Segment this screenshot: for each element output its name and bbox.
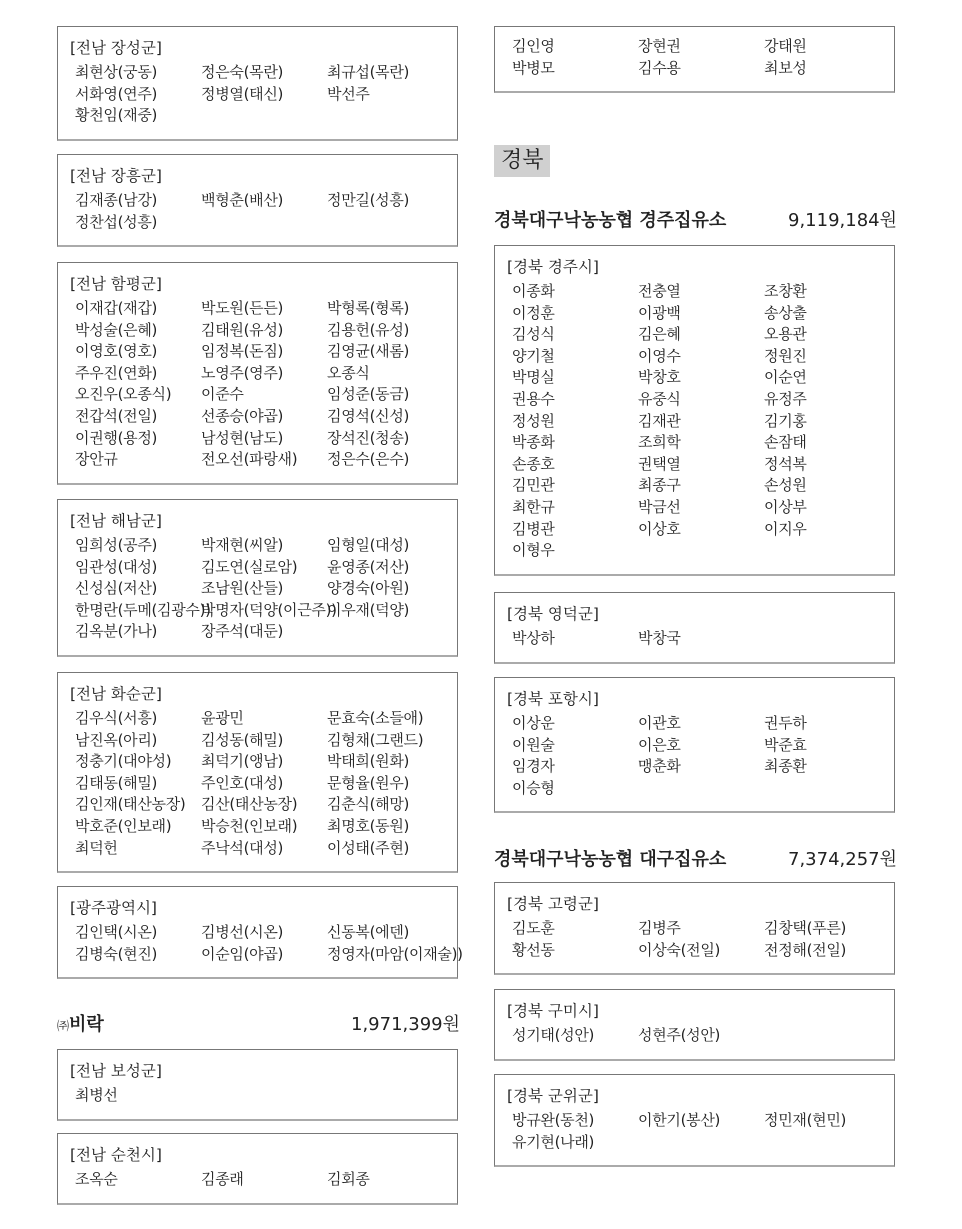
name-entry: 장현권 — [638, 37, 681, 55]
name-entry: 유정주 — [764, 389, 807, 408]
name-entry: 박준효 — [764, 735, 807, 754]
org-heading-daegu-center — [494, 844, 897, 872]
name-entry: 박금선 — [638, 497, 681, 516]
name-entry: 노영주(영주) — [201, 363, 284, 382]
name-entry: 박상하 — [512, 629, 555, 647]
name-entry: 임성준(동금) — [327, 385, 410, 404]
name-entry: 최종환 — [764, 757, 807, 776]
name-entry: 이영수 — [638, 346, 681, 365]
org-name: 경북대구낙농농협 대구집유소 — [494, 849, 727, 870]
name-entry: 전갑석(전일) — [75, 406, 158, 425]
name-entry: 김종래 — [201, 1170, 244, 1188]
name-entry: 박태희(원화) — [327, 752, 410, 771]
name-entry: 남진옥(아리) — [75, 730, 158, 749]
section-tag-gyeongbuk: 경북 — [494, 145, 550, 177]
name-entry: 권용수 — [512, 389, 555, 408]
name-entry: 오종식 — [327, 363, 370, 382]
name-entry: 박승천(인보래) — [201, 816, 298, 835]
name-entry: 박명자(덕양(이근주)) — [201, 600, 337, 619]
name-entry: 임정복(돈짐) — [201, 342, 284, 361]
region-title: [전남 순천시] — [70, 1146, 162, 1164]
name-entry: 이종화 — [512, 282, 555, 300]
name-entry: 양경숙(아원) — [327, 579, 410, 598]
name-list — [58, 190, 457, 233]
name-entry: 박창호 — [638, 368, 681, 387]
region-title: [경북 고령군] — [507, 895, 599, 913]
region-box-gyeongbuk-goryeong — [494, 882, 895, 975]
corp-mark: ㈜ — [57, 1019, 70, 1033]
region-box-gyeongbuk-pohang — [494, 677, 895, 813]
region-title: [경북 영덕군] — [507, 605, 599, 623]
name-entry: 정찬섭(성흥) — [75, 212, 158, 231]
name-entry: 방규완(동천) — [512, 1111, 595, 1129]
name-entry: 장석진(청송) — [327, 428, 410, 447]
name-entry: 최명호(동원) — [327, 816, 410, 835]
name-entry: 한명란(두메(김광수)) — [75, 600, 211, 619]
region-title: [전남 장흥군] — [70, 167, 162, 185]
name-entry: 김병주 — [638, 919, 681, 937]
name-entry: 김옥분(가나) — [75, 622, 158, 641]
name-entry: 윤영종(저산) — [327, 557, 410, 576]
name-list — [495, 628, 894, 650]
name-entry: 황천임(재중) — [75, 106, 158, 125]
name-list — [58, 708, 457, 859]
name-entry: 최보성 — [764, 58, 807, 77]
name-list — [495, 1110, 894, 1153]
name-entry: 신성심(저산) — [75, 579, 158, 598]
region-box-gyeongbuk-gunwi — [494, 1074, 895, 1167]
name-entry: 최병선 — [75, 1086, 118, 1104]
name-entry: 박선주 — [327, 84, 370, 103]
name-list — [495, 1025, 894, 1047]
name-entry: 박재현(씨알) — [201, 536, 284, 554]
name-entry: 이상운 — [512, 714, 555, 732]
name-entry: 조창환 — [764, 282, 807, 300]
name-entry: 전오선(파랑새) — [201, 450, 298, 469]
name-entry: 손성원 — [764, 476, 807, 495]
region-title: [경북 경주시] — [507, 258, 599, 276]
name-entry: 박도원(든든) — [201, 299, 284, 317]
name-entry: 신동복(에덴) — [327, 923, 410, 941]
name-entry: 주우진(연화) — [75, 363, 158, 382]
name-entry: 문효숙(소들애) — [327, 709, 424, 727]
name-entry: 이준수 — [201, 385, 244, 404]
name-entry: 박형록(형록) — [327, 299, 410, 317]
name-entry: 송상출 — [764, 303, 807, 322]
name-list — [58, 298, 457, 471]
name-entry: 임형일(대성) — [327, 536, 410, 554]
name-entry: 이상부 — [764, 497, 807, 516]
name-entry: 성현주(성안) — [638, 1026, 721, 1044]
name-entry: 이상호 — [638, 519, 681, 538]
org-amount: 9,119,184원 — [788, 210, 897, 231]
name-entry: 김영균(새롬) — [327, 342, 410, 361]
name-entry: 정충기(대야성) — [75, 752, 172, 771]
name-list — [58, 1085, 457, 1107]
name-entry: 김우식(서흥) — [75, 709, 158, 727]
name-entry: 이상숙(전일) — [638, 940, 721, 959]
name-entry: 손종호 — [512, 454, 555, 473]
name-entry: 황선동 — [512, 940, 555, 959]
region-box-continued — [494, 26, 895, 93]
name-entry: 이순임(야곱) — [201, 944, 284, 963]
name-entry: 박병모 — [512, 58, 555, 77]
name-entry: 김형채(그랜드) — [327, 730, 424, 749]
name-entry: 정성원 — [512, 411, 555, 430]
name-entry: 김병관 — [512, 519, 555, 538]
region-box-gyeongbuk-gumi — [494, 989, 895, 1061]
name-entry: 김재관 — [638, 411, 681, 430]
name-entry: 오용관 — [764, 325, 807, 344]
region-title: [전남 장성군] — [70, 39, 162, 57]
name-entry: 박명실 — [512, 368, 555, 387]
name-entry: 최덕기(앵남) — [201, 752, 284, 771]
name-entry: 맹춘화 — [638, 757, 681, 776]
region-title: [전남 함평군] — [70, 275, 162, 293]
name-entry: 정은숙(목란) — [201, 63, 284, 81]
name-entry: 이권행(용정) — [75, 428, 158, 447]
name-entry: 백형춘(배산) — [201, 191, 284, 209]
name-entry: 이광백 — [638, 303, 681, 322]
name-entry: 유중식 — [638, 389, 681, 408]
name-entry: 정은수(은수) — [327, 450, 410, 469]
name-entry: 유기현(나래) — [512, 1132, 595, 1151]
name-entry: 박호준(인보래) — [75, 816, 172, 835]
name-entry: 이재갑(재갑) — [75, 299, 158, 317]
region-box-jeonnam-jangseong — [57, 26, 458, 141]
name-entry: 장주석(대둔) — [201, 622, 284, 641]
name-entry: 최한규 — [512, 497, 555, 516]
name-entry: 손잠태 — [764, 433, 807, 452]
name-entry: 남성현(남도) — [201, 428, 284, 447]
name-entry: 김인택(시온) — [75, 923, 158, 941]
region-box-gyeongbuk-yeongdeok — [494, 592, 895, 664]
region-box-jeonnam-hampyeong — [57, 262, 458, 485]
name-entry: 임경자 — [512, 757, 555, 776]
name-list — [58, 922, 463, 965]
name-entry: 전충열 — [638, 282, 681, 300]
region-title: [전남 화순군] — [70, 685, 162, 703]
name-entry: 이은호 — [638, 735, 681, 754]
name-list — [495, 281, 894, 562]
name-entry: 최덕헌 — [75, 838, 118, 857]
org-heading-gyeongju-center — [494, 205, 897, 233]
name-entry: 정병열(태신) — [201, 84, 284, 103]
name-entry: 권두하 — [764, 714, 807, 732]
name-list — [495, 918, 894, 961]
name-entry: 선종승(야곱) — [201, 406, 284, 425]
region-box-jeonnam-haenam — [57, 499, 458, 657]
org-name — [57, 1010, 104, 1036]
region-title: [광주광역시] — [70, 899, 157, 917]
name-entry: 이승형 — [512, 778, 555, 797]
name-entry: 정만길(성흥) — [327, 191, 410, 209]
name-entry: 조희학 — [638, 433, 681, 452]
region-box-jeonnam-jangheung — [57, 154, 458, 247]
name-entry: 문형율(원우) — [327, 773, 410, 792]
name-entry: 박창국 — [638, 629, 681, 647]
name-entry: 김성동(해밀) — [201, 730, 284, 749]
name-entry: 임희성(공주) — [75, 536, 158, 554]
name-entry: 이우재(덕양) — [327, 600, 410, 619]
name-entry: 최종구 — [638, 476, 681, 495]
name-entry: 정원진 — [764, 346, 807, 365]
name-entry: 성기태(성안) — [512, 1026, 595, 1044]
name-entry: 김수용 — [638, 58, 681, 77]
name-entry: 양기철 — [512, 346, 555, 365]
region-title: [전남 해남군] — [70, 512, 162, 530]
name-entry: 이성태(주현) — [327, 838, 410, 857]
name-entry: 최규섭(목란) — [327, 63, 410, 81]
org-heading-birak — [57, 1009, 460, 1037]
org-name-text: 비락 — [69, 1014, 104, 1035]
name-entry: 김성식 — [512, 325, 555, 344]
name-entry: 김춘식(해망) — [327, 795, 410, 814]
name-entry: 이순연 — [764, 368, 807, 387]
name-entry: 임관성(대성) — [75, 557, 158, 576]
name-list — [495, 713, 894, 799]
region-box-jeonnam-boseong — [57, 1049, 458, 1121]
name-entry: 이지우 — [764, 519, 807, 538]
region-title: [경북 군위군] — [507, 1087, 599, 1105]
name-entry: 김기홍 — [764, 411, 807, 430]
name-list — [495, 36, 894, 79]
name-entry: 김태동(해밀) — [75, 773, 158, 792]
name-entry: 김도훈 — [512, 919, 555, 937]
name-entry: 권택열 — [638, 454, 681, 473]
name-entry: 조남원(산들) — [201, 579, 284, 598]
org-amount: 1,971,399원 — [351, 1014, 460, 1035]
name-entry: 이정훈 — [512, 303, 555, 322]
region-box-gyeongbuk-gyeongju — [494, 245, 895, 576]
region-box-jeonnam-hwasun — [57, 672, 458, 873]
name-entry: 김영석(신성) — [327, 406, 410, 425]
name-entry: 전정해(전일) — [764, 940, 847, 959]
name-entry: 주인호(대성) — [201, 773, 284, 792]
name-entry: 서화영(연주) — [75, 84, 158, 103]
name-entry: 김민관 — [512, 476, 555, 495]
region-box-gwangju — [57, 886, 463, 979]
name-entry: 김인영 — [512, 37, 555, 55]
name-list — [58, 1169, 457, 1191]
region-box-jeonnam-suncheon — [57, 1133, 458, 1205]
region-title: [경북 구미시] — [507, 1002, 599, 1020]
name-entry: 김창택(푸른) — [764, 919, 847, 937]
name-entry: 김도연(실로암) — [201, 557, 298, 576]
name-entry: 강태원 — [764, 37, 807, 55]
org-amount: 7,374,257원 — [788, 849, 897, 870]
region-title: [경북 포항시] — [507, 690, 599, 708]
name-list — [58, 62, 457, 127]
name-entry: 정민재(현민) — [764, 1111, 847, 1129]
name-entry: 박종화 — [512, 433, 555, 452]
name-entry: 이형우 — [512, 541, 555, 560]
name-entry: 이영호(영호) — [75, 342, 158, 361]
name-entry: 이한기(봉산) — [638, 1111, 721, 1129]
name-entry: 김인재(태산농장) — [75, 795, 186, 814]
name-entry: 정영자(마암(이재술)) — [327, 944, 463, 963]
region-title: [전남 보성군] — [70, 1062, 162, 1080]
name-entry: 오진우(오종식) — [75, 385, 172, 404]
name-entry: 주낙석(대성) — [201, 838, 284, 857]
name-entry: 김병숙(현진) — [75, 944, 158, 963]
name-entry: 이원술 — [512, 735, 555, 754]
name-entry: 김재종(남강) — [75, 191, 158, 209]
name-entry: 조옥순 — [75, 1170, 118, 1188]
name-entry: 정석복 — [764, 454, 807, 473]
name-entry: 박성술(은혜) — [75, 320, 158, 339]
name-entry: 최현상(궁동) — [75, 63, 158, 81]
name-entry: 김용헌(유성) — [327, 320, 410, 339]
name-list — [58, 535, 457, 643]
name-entry: 김병선(시온) — [201, 923, 284, 941]
name-entry: 김산(태산농장) — [201, 795, 298, 814]
name-entry: 김은혜 — [638, 325, 681, 344]
name-entry: 이관호 — [638, 714, 681, 732]
org-name: 경북대구낙농농협 경주집유소 — [494, 210, 727, 231]
name-entry: 장안규 — [75, 450, 118, 469]
name-entry: 김회종 — [327, 1170, 370, 1188]
name-entry: 윤광민 — [201, 709, 244, 727]
name-entry: 김태원(유성) — [201, 320, 284, 339]
